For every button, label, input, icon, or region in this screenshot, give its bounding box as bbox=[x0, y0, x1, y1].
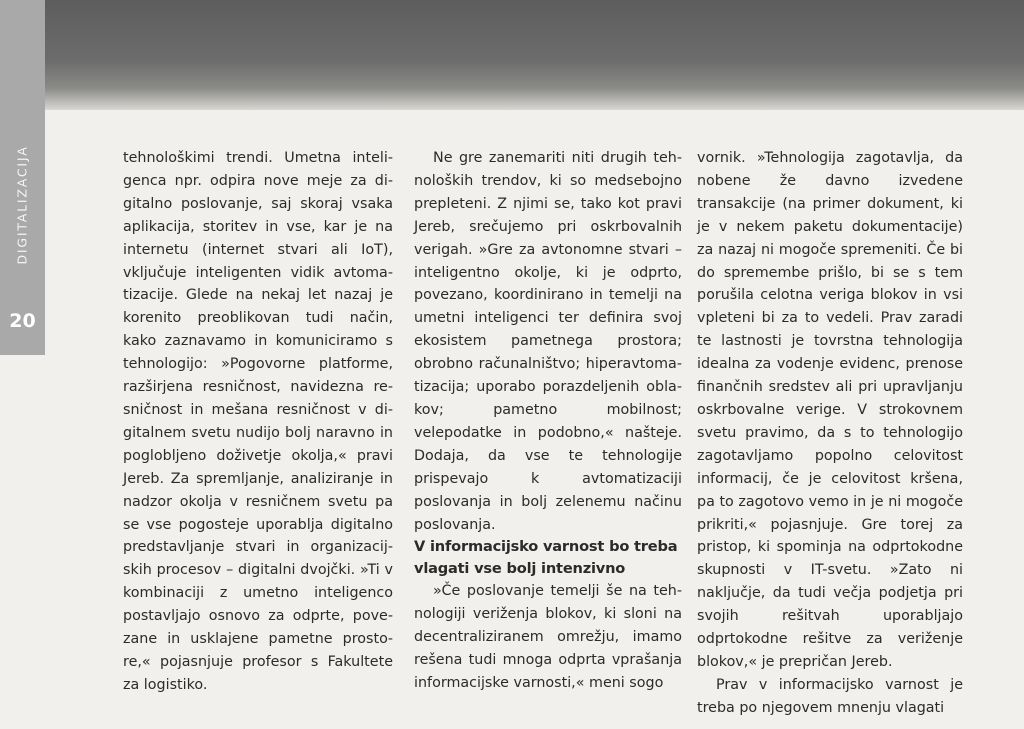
article-column-2 bbox=[414, 147, 682, 695]
page-number: 20 bbox=[9, 310, 36, 332]
section-subheading: V informacijsko varnost bo treba vlagati vse bolj intenzivno bbox=[414, 538, 678, 578]
article-column-3 bbox=[697, 147, 963, 720]
article-column-1 bbox=[123, 147, 393, 697]
body-paragraph: tehnološkimi trendi. Umetna inteligenca npr. odpira nove meje za digitalno poslovanje, saj skoraj vsaka aplikacija, storitev in vse, kar je na internetu (internet stvari ali IoT), vključuje inteligenten vidik avtomatizacije. Glede na nekaj let nazaj je korenito preoblikovan tudi način, kako zaznavamo in komuniciramo s tehnologijo: »Pogovorne platforme, razširjena resničnost, navidezna resničnost in mešana resničnost v digitalnem svetu nudijo bolj naravno in poglobljeno doživetje okolja,« pravi Jereb. Za spremljanje, analiziranje in nadzor okolja v resničnem svetu pa se vse pogosteje uporablja digitalno predstavljanje stvari in organizacijskih procesov – digitalni dvojčki. »Ti v kombinaciji z umetno inteligenco postavljajo osnovo za odprte, povezane in usklajene pametne prostore,« pojasnjuje profesor s Fakultete za logistiko. bbox=[123, 150, 393, 693]
header-image-band bbox=[0, 0, 1024, 110]
section-label: DIGITALIZACIJA bbox=[14, 145, 30, 265]
body-paragraph: Ne gre zanemariti niti drugih tehnoloških trendov, ki so medsebojno prepleteni. Z njimi se, tako kot pravi Jereb, srečujemo pri oskrbovalnih verigah. »Gre za avtonomne stvari – inteligentno okolje, ki je odprto, povezano, koordinirano in temelji na umetni inteligenci ter definira svoj ekosistem pametnega prostora; obrobno računalništvo; hiperavtomatizacija; uporabo porazdeljenih oblakov; pametno mobilnost; velepodatke in podobno,« našteje. Dodaja, da vse te tehnologije prispevajo k avtomatizaciji poslovanja in bolj zelenemu načinu poslovanja. bbox=[414, 150, 682, 533]
body-paragraph: Prav v informacijsko varnost je treba po njegovem mnenju vlagati bbox=[697, 676, 963, 716]
body-paragraph: vornik. »Tehnologija zagotavlja, da nobene že davno izvedene transakcije (na primer dokument, ki je v nekem paketu dokumentacije) za nazaj ni mogoče spremeniti. Če bi do spremembe prišlo, bi se s tem porušila celotna veriga blokov in vsi vpleteni bi za to vedeli. Prav zaradi te lastnosti je tovrstna tehnologija idealna za vodenje evidenc, prenose finančnih sredstev ali pri upravljanju oskrbovalne verige. V strokovnem svetu pravimo, da s to tehnologijo zagotavljamo popolno celovitost informacij, če je celovitost kršena, pa to zagotovo vemo in je ni mogoče prikriti,« pojasnjuje. Gre torej za pristop, ki spominja na odprtokodne skupnosti v IT-svetu. »Zato ni naključje, da tudi večja podjetja pri svojih rešitvah uporabljajo odprtokodne rešitve za veriženje blokov,« je prepričan Jereb. bbox=[697, 150, 963, 670]
section-sidebar bbox=[0, 0, 45, 355]
body-paragraph: »Če poslovanje temelji še na tehnologiji veriženja blokov, ki sloni na decentraliziranem omrežju, imamo rešena tudi mnoga odprta vprašanja informacijske varnosti,« meni sogo bbox=[414, 583, 682, 692]
